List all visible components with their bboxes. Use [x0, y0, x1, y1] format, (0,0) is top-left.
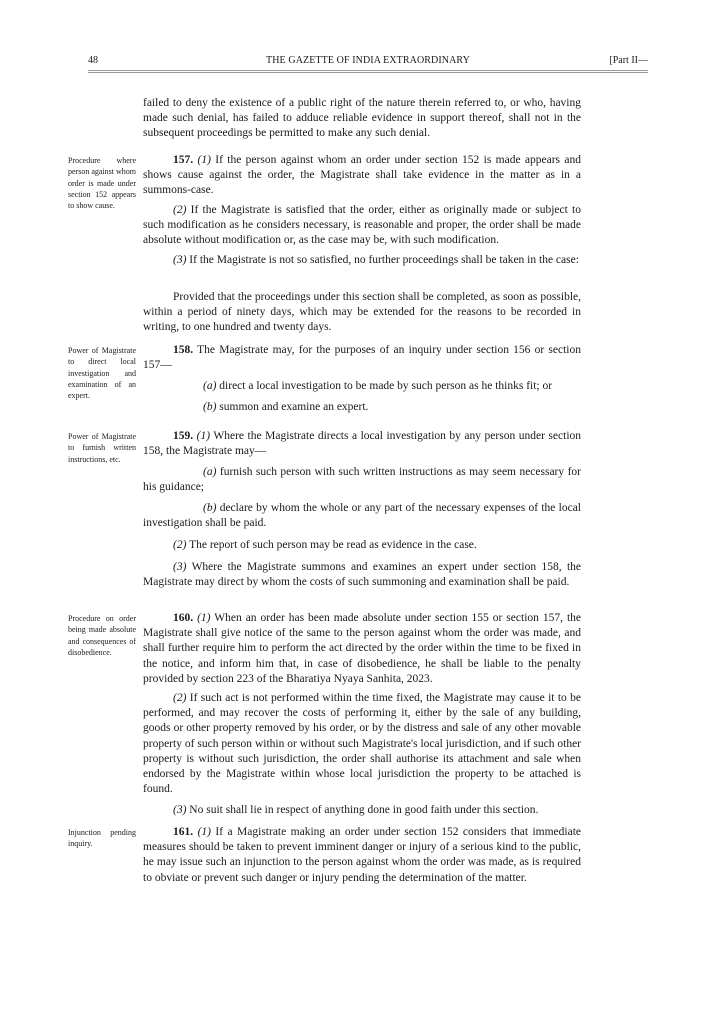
- subsection-mark: (2): [173, 204, 187, 216]
- continued-text: failed to deny the existence of a public right of the nature therein referred to, or who, having made such denial, has failed to adduce reliable evidence in support thereof, shall not in the subsequent proceedings be permitted to make any such denial.: [143, 97, 581, 140]
- section-160-2: [143, 691, 581, 797]
- section-text: If the Magistrate is satisfied that the order, either as originally made or subject to such modification as he considers necessary, is reasonable and proper, the order shall be made absolute without modification or, as the case may be, with such modification.: [143, 204, 581, 247]
- section-text: Where the Magistrate summons and examines an expert under section 158, the Magistrate may direct by whom the costs of such summoning and examination shall be paid.: [143, 561, 581, 589]
- section-number: 160.: [173, 612, 194, 624]
- page-number: 48: [88, 55, 98, 66]
- section-157-1: [143, 153, 581, 199]
- section-text: When an order has been made absolute under section 155 or section 157, the Magistrate shall give notice of the same to the person against whom the order was made, and shall further require him to perform the act directed by the order within the time to be fixed in the notice, and inform him that, in case of disobedience, he shall be liable to the penalty provided by section 223 of the Bharatiya Nyaya Sanhita, 2023.: [143, 612, 581, 685]
- clause-mark: (a): [203, 466, 217, 478]
- clause-mark: (a): [203, 380, 217, 392]
- section-158: [143, 343, 581, 373]
- clause-text: summon and examine an expert.: [216, 401, 369, 413]
- section-text: If such act is not performed within the time fixed, the Magistrate may cause it to be performed, and may recover the costs of performing it, either by the sale of any building, goods or other property removed by his order, or by the distress and sale of any other movable property of such person within or without such Magistrate's local jurisdiction, and if such other property is without such jurisdiction, the order shall authorise its attachment and sale when endorsed by the Magistrate within whose local jurisdiction the property to be attached is found.: [143, 692, 581, 796]
- continued-paragraph: [143, 96, 581, 142]
- section-158-a: [143, 379, 581, 394]
- clause-text: declare by whom the whole or any part of the necessary expenses of the local investigation shall be paid.: [143, 502, 581, 530]
- clause-mark: (b): [203, 401, 217, 413]
- section-text: No suit shall lie in respect of anything done in good faith under this section.: [186, 804, 539, 816]
- subsection-mark: (1): [197, 826, 211, 838]
- section-157-3: [143, 253, 581, 268]
- section-number: 161.: [173, 826, 194, 838]
- subsection-mark: (1): [197, 612, 211, 624]
- subsection-mark: (3): [173, 804, 187, 816]
- subsection-mark: (2): [173, 539, 187, 551]
- marginal-note-s161: Injunction pending inquiry.: [68, 828, 136, 849]
- part-label: [Part II—: [609, 55, 648, 66]
- subsection-mark: (3): [173, 254, 187, 266]
- section-number: 157.: [173, 154, 194, 166]
- section-159-b: [143, 501, 581, 531]
- gazette-title: THE GAZETTE OF INDIA EXTRAORDINARY: [266, 55, 470, 66]
- marginal-note-s158: Power of Magistrate to direct local investigation and examination of an expert.: [68, 346, 136, 401]
- subsection-mark: (1): [196, 430, 211, 442]
- marginal-note-s159: Power of Magistrate to furnish written instructions, etc.: [68, 432, 136, 464]
- clause-text: direct a local investigation to be made by such person as he thinks fit; or: [216, 380, 553, 392]
- section-number: 158.: [173, 344, 194, 356]
- section-158-b: [143, 400, 581, 415]
- subsection-mark: (1): [197, 154, 211, 166]
- section-number: 159.: [173, 430, 194, 442]
- section-157-2: [143, 203, 581, 249]
- section-159-2: [143, 538, 581, 553]
- clause-mark: (b): [203, 502, 217, 514]
- marginal-note-s160: Procedure on order being made absolute and consequences of disobedience.: [68, 614, 136, 657]
- section-text: If the Magistrate is not so satisfied, no further proceedings shall be taken in the case:: [186, 254, 579, 266]
- section-159-3: [143, 560, 581, 590]
- section-161-1: [143, 825, 581, 886]
- section-text: If a Magistrate making an order under section 152 considers that immediate measures should be taken to prevent imminent danger or injury of a serious kind to the public, he may issue such an injunction to the person against whom the order was made, as is required to obviate or prevent such danger or injury pending the determination of the matter.: [143, 826, 581, 884]
- section-159-1: [143, 429, 581, 459]
- section-160-1: [143, 611, 581, 687]
- clause-text: furnish such person with such written instructions as may seem necessary for his guidance;: [143, 466, 581, 494]
- section-text: Where the Magistrate directs a local investigation by any person under section 158, the Magistrate may—: [143, 430, 582, 458]
- subsection-mark: (3): [173, 561, 187, 573]
- section-text: If the person against whom an order under section 152 is made appears and shows cause against the order, the Magistrate shall take evidence in the matter as in a summons-case.: [143, 154, 581, 197]
- running-header: [88, 55, 648, 71]
- section-text: The report of such person may be read as evidence in the case.: [186, 539, 477, 551]
- marginal-note-s157: Procedure where person against whom order is made under section 152 appears to show cause.: [68, 156, 136, 211]
- section-text: The Magistrate may, for the purposes of an inquiry under section 156 or section 157—: [143, 344, 581, 372]
- section-159-a: [143, 465, 581, 495]
- proviso-text: Provided that the proceedings under this section shall be completed, as soon as possible, within a period of ninety days, which may be extended for the reasons to be recorded in writing, to one hundred and twenty days.: [143, 291, 581, 334]
- section-157-proviso: [143, 290, 581, 336]
- subsection-mark: (2): [173, 692, 187, 704]
- section-160-3: [143, 803, 581, 818]
- header-rule: [88, 70, 648, 73]
